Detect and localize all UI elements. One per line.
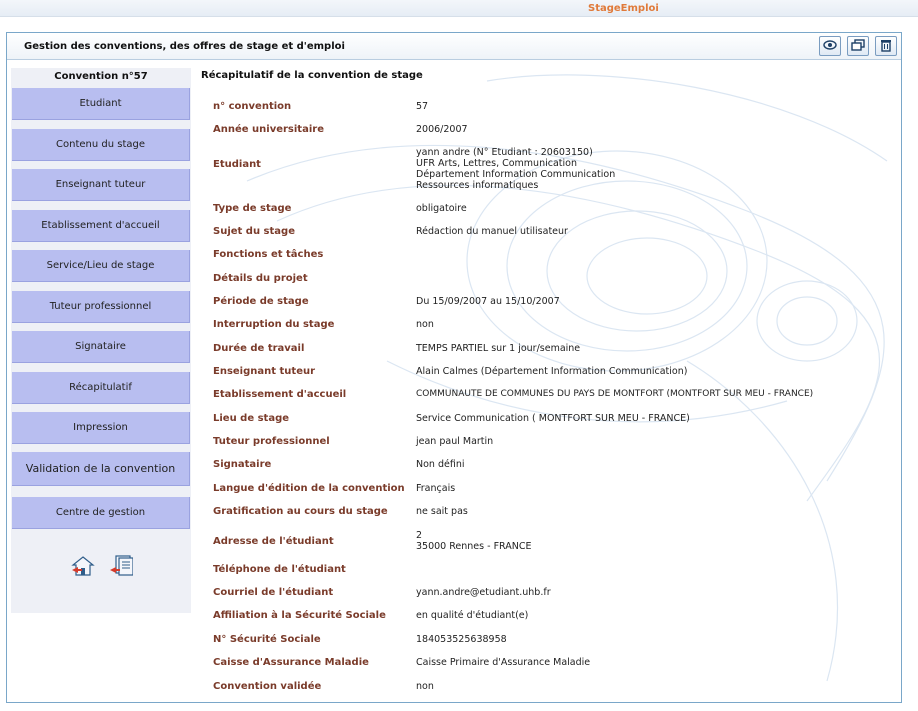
nav-validation-convention[interactable]: Validation de la convention xyxy=(12,452,190,486)
row-periode-de-stage xyxy=(213,296,902,307)
row-courriel-etudiant xyxy=(213,587,902,598)
row-annee-universitaire xyxy=(213,124,902,135)
row-lieu-de-stage xyxy=(213,413,902,424)
row-value: Rédaction du manuel utilisateur xyxy=(416,226,568,237)
row-value: yann.andre@etudiant.uhb.fr xyxy=(416,587,551,598)
sidebar xyxy=(11,68,191,613)
content-title: Récapitulatif de la convention de stage xyxy=(201,70,423,81)
row-label: Période de stage xyxy=(213,296,309,307)
row-label: Langue d'édition de la convention xyxy=(213,483,405,494)
nav-contenu-du-stage[interactable]: Contenu du stage xyxy=(12,129,190,161)
row-numero-securite-sociale xyxy=(213,634,902,645)
trash-icon xyxy=(880,38,892,55)
row-value xyxy=(416,273,902,284)
row-label: Adresse de l'étudiant xyxy=(213,536,334,547)
row-label: Caisse d'Assurance Maladie xyxy=(213,657,369,668)
row-value: Alain Calmes (Département Information Communication) xyxy=(416,366,688,377)
row-value: Du 15/09/2007 au 15/10/2007 xyxy=(416,296,560,307)
row-value: 2006/2007 xyxy=(416,124,468,135)
row-value: Service Communication ( MONTFORT SUR MEU - FRANCE) xyxy=(416,413,690,424)
row-convention-validee xyxy=(213,681,902,692)
nav-tuteur-professionnel[interactable]: Tuteur professionnel xyxy=(12,291,190,323)
row-interruption-du-stage xyxy=(213,319,902,330)
delete-button[interactable] xyxy=(875,36,897,56)
nav-recapitulatif[interactable]: Récapitulatif xyxy=(12,372,190,404)
app-title-bar xyxy=(0,0,918,17)
row-label: Etablissement d'accueil xyxy=(213,389,347,400)
row-value: 2 35000 Rennes - FRANCE xyxy=(416,530,532,552)
row-value: TEMPS PARTIEL sur 1 jour/semaine xyxy=(416,343,581,354)
row-etudiant xyxy=(213,147,902,191)
nav-etudiant[interactable]: Etudiant xyxy=(12,88,190,120)
row-label: Affiliation à la Sécurité Sociale xyxy=(213,610,386,621)
nav-signataire[interactable]: Signataire xyxy=(12,331,190,363)
view-button[interactable] xyxy=(819,36,841,56)
row-label: Courriel de l'étudiant xyxy=(213,587,334,598)
windows-icon xyxy=(851,39,865,54)
row-etablissement-accueil xyxy=(213,389,902,400)
row-label: Fonctions et tâches xyxy=(213,249,324,260)
row-label: Détails du projet xyxy=(213,273,308,284)
row-label: n° convention xyxy=(213,101,292,112)
row-label: Interruption du stage xyxy=(213,319,335,330)
row-label: Lieu de stage xyxy=(213,413,290,424)
nav-impression[interactable]: Impression xyxy=(12,412,190,444)
row-label: Gratification au cours du stage xyxy=(213,506,388,517)
row-value xyxy=(416,249,902,260)
row-telephone-etudiant xyxy=(213,564,902,575)
row-value: COMMUNAUTE DE COMMUNES DU PAYS DE MONTFORT (MONTFORT SUR MEU - FRANCE) xyxy=(416,389,814,399)
row-value: jean paul Martin xyxy=(416,436,494,447)
row-enseignant-tuteur xyxy=(213,366,902,377)
row-numero-convention xyxy=(213,101,902,112)
row-label: Téléphone de l'étudiant xyxy=(213,564,346,575)
row-label: Signataire xyxy=(213,459,272,470)
row-signataire xyxy=(213,459,902,470)
nav-enseignant-tuteur[interactable]: Enseignant tuteur xyxy=(12,169,190,201)
row-label: Année universitaire xyxy=(213,124,324,135)
eye-icon xyxy=(823,39,837,53)
nav-etablissement-accueil[interactable]: Etablissement d'accueil xyxy=(12,210,190,242)
row-value: 57 xyxy=(416,101,429,112)
nav-service-lieu-de-stage[interactable]: Service/Lieu de stage xyxy=(12,250,190,282)
row-label: Type de stage xyxy=(213,203,292,214)
panel-header xyxy=(7,33,901,60)
home-back-icon[interactable] xyxy=(71,554,95,578)
main-panel xyxy=(6,32,902,703)
convention-number: Convention n°57 xyxy=(54,71,148,82)
row-value: ne sait pas xyxy=(416,506,468,517)
row-value: Caisse Primaire d'Assurance Maladie xyxy=(416,657,591,668)
row-duree-de-travail xyxy=(213,343,902,354)
row-label: Sujet du stage xyxy=(213,226,295,237)
row-value: Français xyxy=(416,483,456,494)
row-adresse-etudiant xyxy=(213,530,902,552)
row-label: Durée de travail xyxy=(213,343,305,354)
list-back-icon[interactable] xyxy=(109,554,133,578)
row-value: 184053525638958 xyxy=(416,634,507,645)
nav-centre-de-gestion[interactable]: Centre de gestion xyxy=(12,497,190,529)
row-value: non xyxy=(416,319,434,330)
row-label: N° Sécurité Sociale xyxy=(213,634,321,645)
row-type-de-stage xyxy=(213,203,902,214)
row-label: Enseignant tuteur xyxy=(213,366,316,377)
restore-window-button[interactable] xyxy=(847,36,869,56)
app-title: StageEmploi xyxy=(588,3,659,14)
row-affiliation-securite-sociale xyxy=(213,610,902,621)
row-value: yann andre (N° Etudiant : 20603150) UFR Arts, Lettres, Communication Département Information Communication Ressources informatiques xyxy=(416,147,616,191)
row-details-du-projet xyxy=(213,273,902,284)
row-value: Non défini xyxy=(416,459,465,470)
sidebar-action-icons xyxy=(71,554,133,578)
row-label: Tuteur professionnel xyxy=(213,436,330,447)
row-langue-edition xyxy=(213,483,902,494)
row-label: Etudiant xyxy=(213,159,261,170)
row-value: en qualité d'étudiant(e) xyxy=(416,610,529,621)
row-tuteur-professionnel xyxy=(213,436,902,447)
row-fonctions-et-taches xyxy=(213,249,902,260)
row-value: non xyxy=(416,681,434,692)
row-caisse-assurance-maladie xyxy=(213,657,902,668)
row-value: obligatoire xyxy=(416,203,467,214)
row-label: Convention validée xyxy=(213,681,322,692)
row-gratification xyxy=(213,506,902,517)
row-value xyxy=(416,564,902,575)
row-sujet-du-stage xyxy=(213,226,902,237)
panel-title: Gestion des conventions, des offres de stage et d'emploi xyxy=(24,41,345,52)
